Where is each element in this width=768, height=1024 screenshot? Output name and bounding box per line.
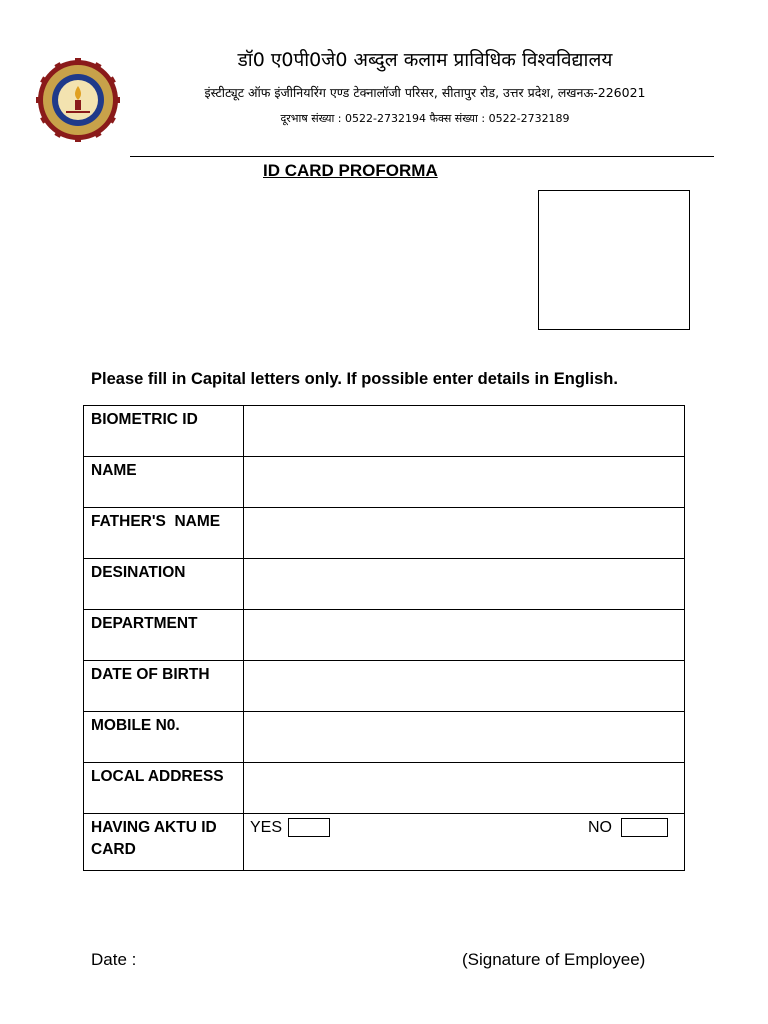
mobile-number-field[interactable] [244, 712, 685, 763]
university-phone-fax: दूरभाष संख्या : 0522-2732194 फैक्स संख्या : 0522-2732189 [280, 112, 570, 125]
field-label: MOBILE N0. [84, 712, 244, 763]
table-row [84, 457, 685, 508]
aktu-id-card-cell [244, 814, 685, 871]
designation-field[interactable] [244, 559, 685, 610]
table-row [84, 559, 685, 610]
field-label: NAME [84, 457, 244, 508]
university-name: डॉ0 ए0पी0जे0 अब्दुल कलाम प्राविधिक विश्वविद्यालय [237, 49, 613, 71]
table-row [84, 661, 685, 712]
table-row [84, 406, 685, 457]
table-row [84, 763, 685, 814]
university-address: इंस्टीट्यूट ऑफ इंजीनियरिंग एण्ड टेक्नालॉजी परिसर, सीतापुर रोड, उत्तर प्रदेश, लखनऊ-226021 [204, 85, 646, 100]
fathers-name-field[interactable] [244, 508, 685, 559]
no-checkbox[interactable] [621, 818, 668, 837]
signature-label: (Signature of Employee) [462, 950, 646, 969]
field-label: DEPARTMENT [84, 610, 244, 661]
field-label: LOCAL ADDRESS [84, 763, 244, 814]
field-label: DESINATION [84, 559, 244, 610]
date-label: Date : [91, 950, 137, 969]
instruction-text: Please fill in Capital letters only. If possible enter details in English. [91, 370, 618, 388]
university-seal-icon [36, 58, 120, 142]
no-label: NO [588, 819, 612, 836]
photo-box[interactable] [538, 190, 690, 330]
biometric-id-field[interactable] [244, 406, 685, 457]
table-row [84, 814, 685, 871]
field-label: HAVING AKTU ID CARD [84, 814, 244, 871]
form-title: ID CARD PROFORMA [263, 161, 438, 180]
table-row [84, 508, 685, 559]
table-row [84, 712, 685, 763]
header-divider [130, 156, 714, 157]
yes-label: YES [250, 819, 283, 836]
field-label: FATHER'S NAME [84, 508, 244, 559]
details-table [83, 405, 685, 871]
field-label: DATE OF BIRTH [84, 661, 244, 712]
table-row [84, 610, 685, 661]
date-of-birth-field[interactable] [244, 661, 685, 712]
yes-checkbox[interactable] [288, 818, 330, 837]
field-label: BIOMETRIC ID [84, 406, 244, 457]
local-address-field[interactable] [244, 763, 685, 814]
department-field[interactable] [244, 610, 685, 661]
name-field[interactable] [244, 457, 685, 508]
